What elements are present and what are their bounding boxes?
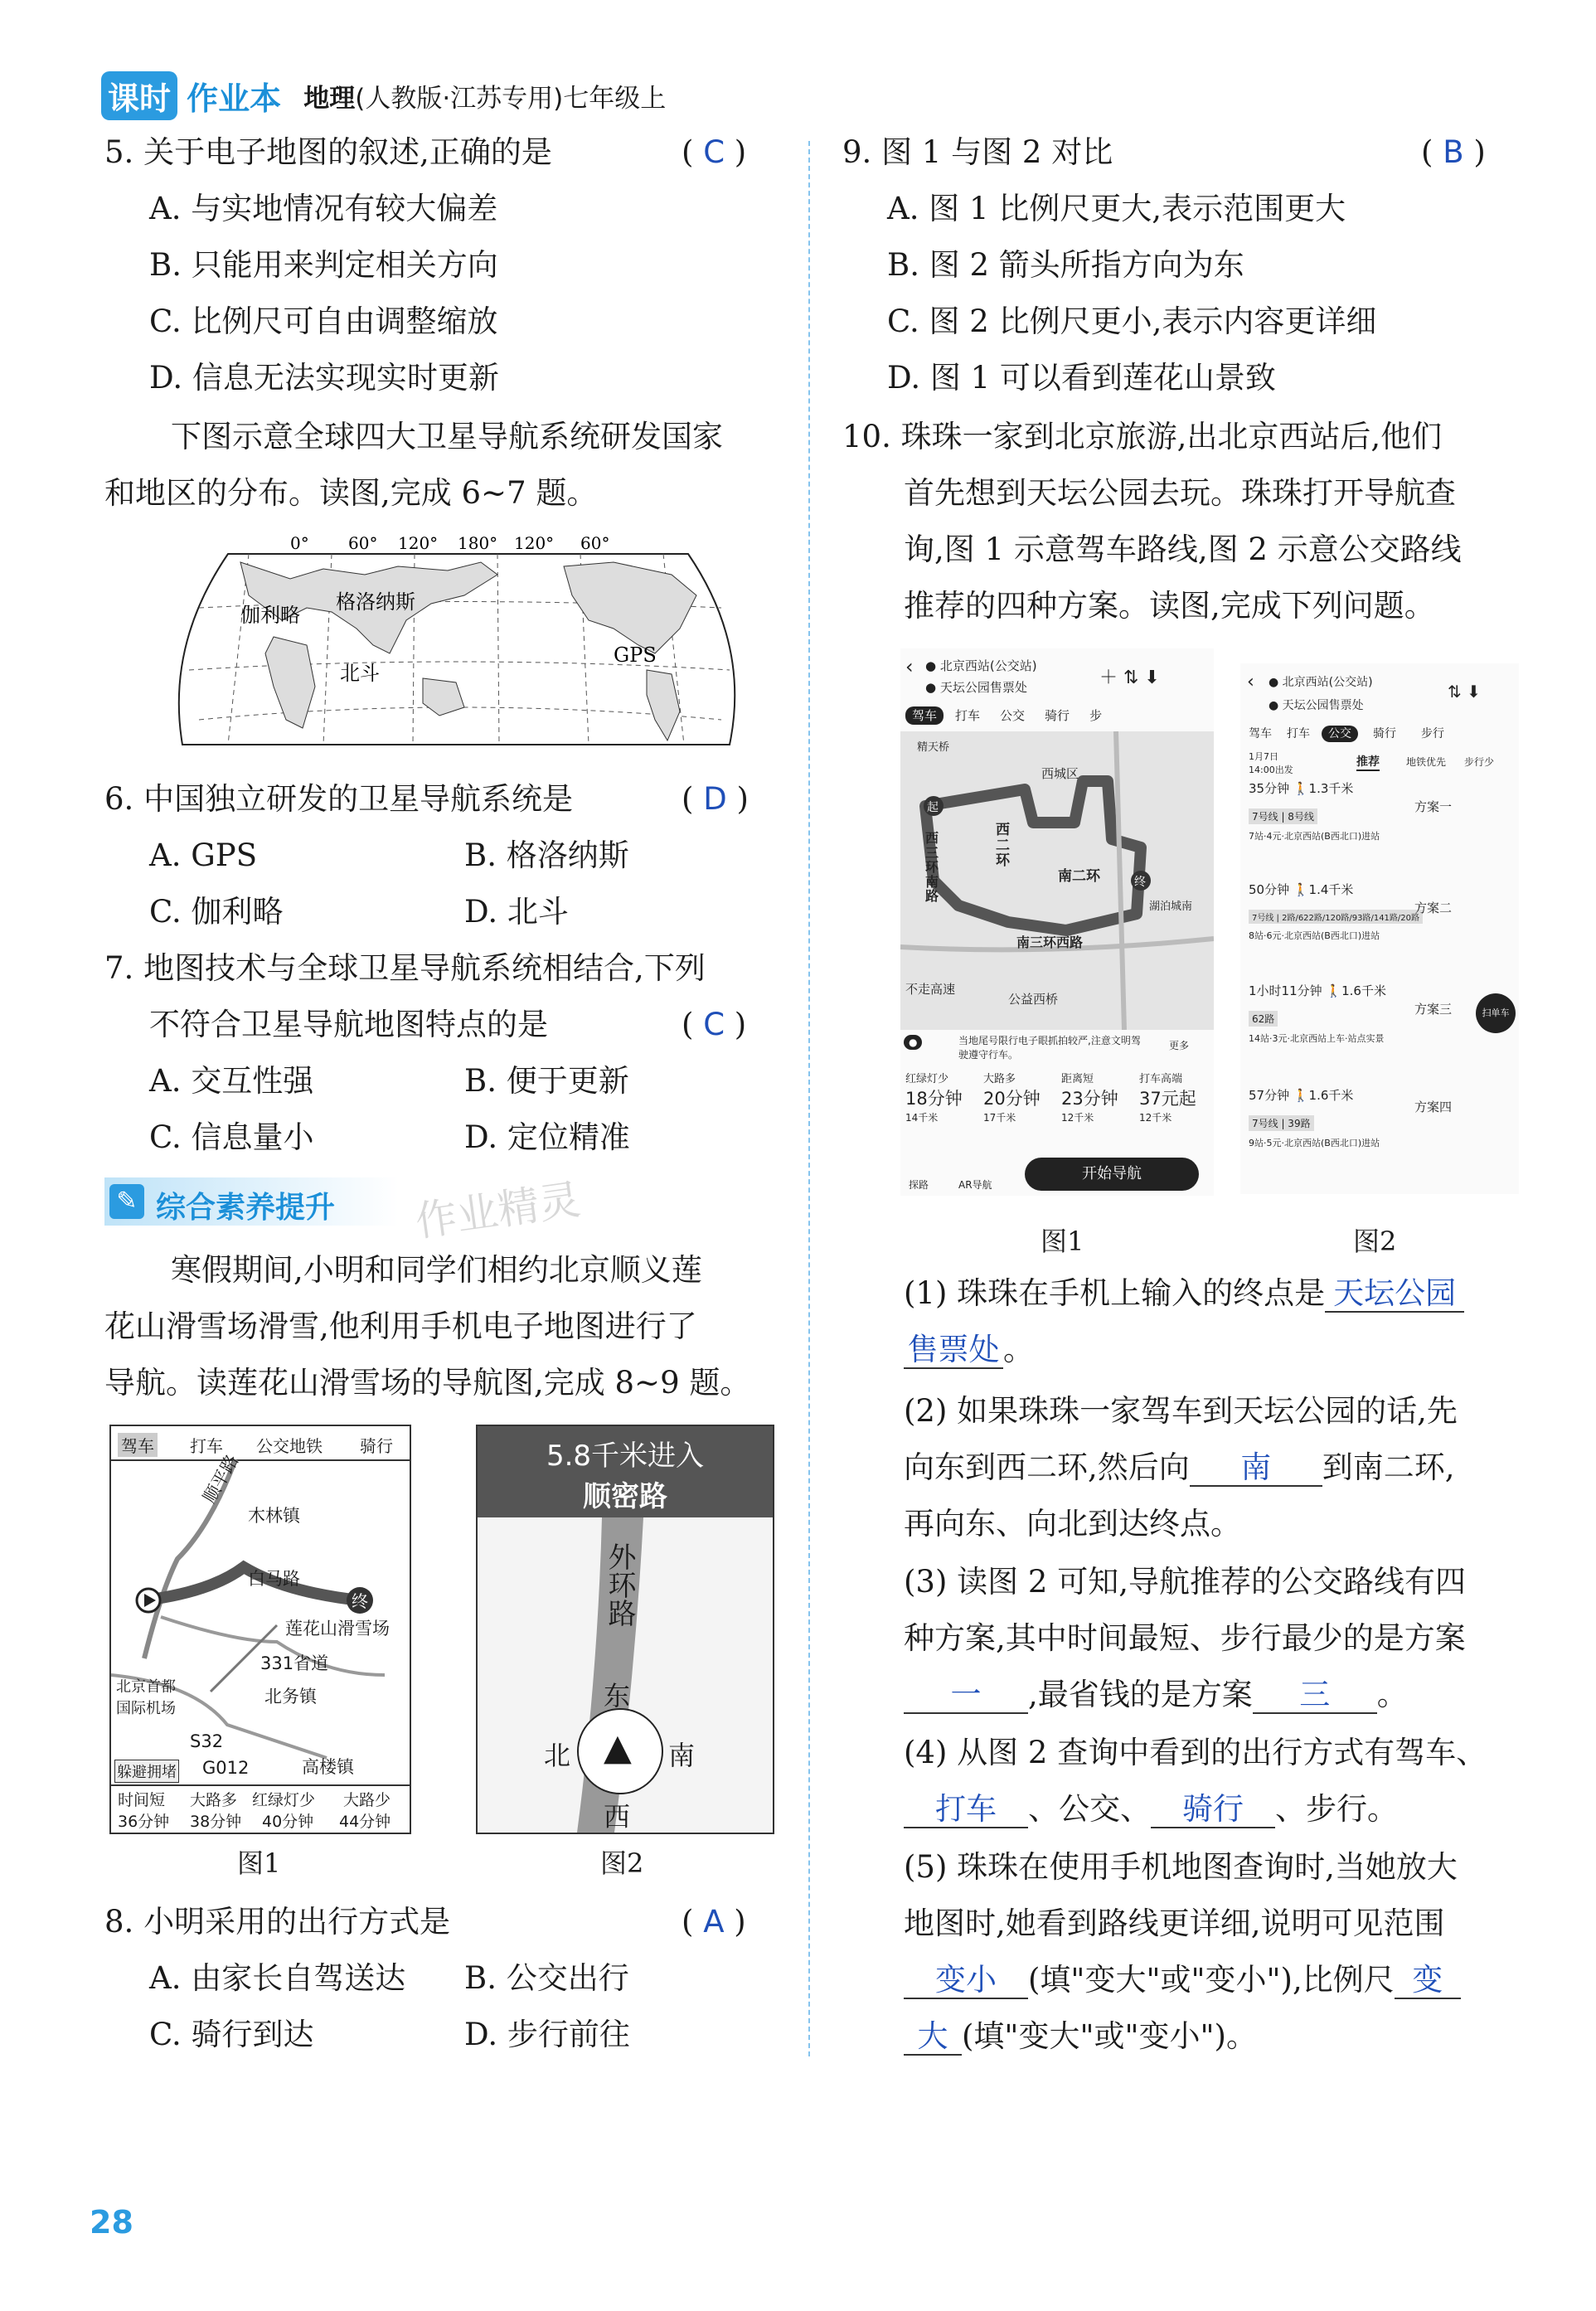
- header: [101, 71, 666, 121]
- p2-subtab: 地铁优先: [1406, 756, 1447, 768]
- p2-to: ● 天坛公园售票处: [1269, 699, 1364, 712]
- fig2-banner-line2: 顺密路: [583, 1480, 667, 1513]
- p1-opt: [1061, 1070, 1136, 1124]
- fig1-caption: 图1: [237, 1847, 281, 1879]
- intro-67-line2: 和地区的分布。读图,完成 6~7 题。: [104, 475, 598, 511]
- sub5-answer-2b: 大: [904, 2020, 962, 2056]
- q7-stem-2: 不符合卫星导航地图特点的是: [149, 1007, 548, 1042]
- back-icon: ‹: [905, 655, 914, 678]
- header-edition: (人教版·江苏专用)七年级上: [355, 84, 667, 114]
- p1-tab: 步: [1089, 708, 1103, 723]
- column-divider: [808, 141, 810, 2056]
- p1-start: 起: [927, 801, 939, 814]
- nav-arrow-fig2: [476, 1425, 774, 1834]
- place-label: 北务镇: [264, 1687, 317, 1707]
- camera-icon: ●: [904, 1035, 922, 1050]
- sub3-line3: 一 ,最省钱的是方案 三 。: [904, 1677, 1408, 1714]
- intro-89-line3: 导航。读莲花山滑雪场的导航图,完成 8~9 题。: [104, 1365, 751, 1401]
- q7-option-b: B. 便于更新: [464, 1063, 629, 1099]
- q10-line3: 询,图 1 示意驾车路线,图 2 示意公交路线: [904, 532, 1462, 567]
- sub1: (1) 珠珠在手机上输入的终点是 天坛公园: [904, 1275, 1464, 1313]
- q9-option-d: D. 图 1 可以看到莲花山景致: [887, 360, 1276, 396]
- p2-tab-bus: 公交: [1322, 726, 1358, 742]
- q8-answer: ( A ): [682, 1904, 746, 1940]
- sub2-line1: (2) 如果珠珠一家驾车到天坛公园的话,先: [904, 1393, 1458, 1429]
- p1-opt-tag: 红绿灯少: [905, 1073, 949, 1085]
- compass-north: 北: [544, 1740, 571, 1771]
- compass-west: 西: [604, 1801, 631, 1833]
- phone-fig1: [900, 648, 1214, 1196]
- fig1-tab: 骑行: [360, 1436, 393, 1456]
- p1-top-icons: ＋ ⇅ ⬇: [1099, 668, 1160, 688]
- lon-label: 180°: [458, 533, 498, 553]
- plan-card[interactable]: [1249, 779, 1514, 871]
- route-time: 38分钟: [190, 1813, 242, 1831]
- compass-south: 南: [668, 1740, 696, 1771]
- map-label: 西城区: [1041, 766, 1079, 781]
- sub2-line3: 再向东、向北到达终点。: [904, 1506, 1241, 1541]
- plan-line: 7号线 | 8号线: [1249, 808, 1317, 824]
- p1-more: 更多: [1169, 1040, 1190, 1051]
- sub4-line2: 打车 、公交、 骑行 、步行。: [904, 1791, 1398, 1828]
- p1-bottom-icon: AR导航: [958, 1179, 992, 1191]
- p2-tab: 打车: [1287, 727, 1310, 740]
- p1-opt-tag: 距离短: [1061, 1073, 1094, 1085]
- place-label: 白马路: [248, 1569, 300, 1589]
- p1-notice: [904, 1032, 1210, 1065]
- sub3-line2: 种方案,其中时间最短、步行最少的是方案: [904, 1620, 1466, 1656]
- q6-answer: ( D ): [682, 781, 749, 817]
- q10-line2: 首先想到天坛公园去玩。珠珠打开导航查: [904, 475, 1456, 511]
- p1-opt: [983, 1070, 1058, 1124]
- intro-89-line1: 寒假期间,小明和同学们相约北京顺义莲: [171, 1252, 702, 1288]
- intro-89-line2: 花山滑雪场滑雪,他利用手机电子地图进行了: [104, 1308, 697, 1344]
- route-time: 40分钟: [262, 1813, 314, 1831]
- p1-opt-tag: 大路多: [983, 1073, 1016, 1085]
- p2-tab: 骑行: [1373, 727, 1396, 740]
- plan-time: 1小时11分钟 🚶1.6千米: [1249, 983, 1386, 998]
- map-label: 不走高速: [905, 982, 956, 997]
- q8-option-d: D. 步行前往: [464, 2017, 630, 2052]
- sub3-answer-2: 三: [1253, 1678, 1377, 1714]
- sub5-answer-1: 变小: [904, 1964, 1028, 1999]
- sub2-answer: 南: [1190, 1451, 1322, 1487]
- plan-detail: 9站·5元·北京西站(B西北口)进站: [1249, 1138, 1380, 1148]
- route-head: 大路少: [343, 1791, 391, 1809]
- p1-notice-text: 当地尾号限行电子眼抓拍较严,注意文明驾驶遵守行车。: [958, 1035, 1141, 1061]
- sub4-line1: (4) 从图 2 查询中看到的出行方式有驾车、: [904, 1735, 1487, 1770]
- p1-opt: [905, 1070, 980, 1124]
- sub1-answer-b: 售票处: [904, 1333, 1003, 1369]
- q5-stem: 5. 关于电子地图的叙述,正确的是: [104, 134, 552, 170]
- start-navigation-button[interactable]: 开始导航: [1025, 1158, 1199, 1191]
- q8-option-b: B. 公交出行: [464, 1960, 629, 1996]
- place-label: G012: [202, 1758, 250, 1778]
- label-gps: GPS: [614, 643, 657, 667]
- map-label: 西三环南路: [925, 830, 939, 905]
- plan-detail: 14站·3元·北京西站上车·站点实景: [1249, 1033, 1385, 1044]
- phone1-caption: 图1: [1041, 1226, 1084, 1257]
- fig1-tab: 打车: [190, 1436, 223, 1456]
- q5-option-c: C. 比例尺可自由调整缩放: [149, 303, 498, 339]
- section-icon: ✎: [109, 1184, 144, 1219]
- p1-tab: 骑行: [1045, 708, 1070, 723]
- sub5-line4: 大 (填"变大"或"变小")。: [904, 2018, 1257, 2056]
- q7-option-a: A. 交互性强: [149, 1063, 314, 1099]
- lon-label: 0°: [290, 533, 309, 553]
- plan-card[interactable]: [1249, 982, 1514, 1073]
- p2-tabs: [1249, 725, 1519, 741]
- p1-opt-info: 14千米: [905, 1112, 939, 1124]
- q6-option-c: C. 伽利略: [149, 894, 284, 930]
- fig2-banner-line1: 5.8千米进入: [546, 1440, 705, 1473]
- sub1-answer-a: 天坛公园: [1325, 1277, 1464, 1313]
- lon-label: 60°: [580, 533, 610, 553]
- p1-to: ● 天坛公园售票处: [925, 680, 1027, 695]
- p2-subtab: 步行少: [1464, 756, 1495, 768]
- sub1-cont: 售票处 。: [904, 1332, 1034, 1369]
- q5-option-a: A. 与实地情况有较大偏差: [149, 191, 498, 226]
- p1-tab: 公交: [1000, 708, 1026, 723]
- label-beidou: 北斗: [340, 662, 380, 685]
- q7-option-c: C. 信息量小: [149, 1119, 314, 1155]
- q6-option-b: B. 格洛纳斯: [464, 837, 629, 873]
- p1-bottom-icon: 探路: [909, 1179, 929, 1191]
- q10-line1: 10. 珠珠一家到北京旅游,出北京西站后,他们: [842, 419, 1443, 454]
- avoid-jam-badge: 躲避拥堵: [114, 1760, 179, 1783]
- fig1-end: 终: [352, 1591, 368, 1611]
- plan-line: 7号线 | 39路: [1249, 1115, 1314, 1131]
- scan-bike-button[interactable]: 扫单车: [1476, 993, 1516, 1033]
- back-icon: ‹: [1247, 672, 1254, 692]
- intro-67-line1: 下图示意全球四大卫星导航系统研发国家: [171, 419, 723, 454]
- plan-time: 50分钟 🚶1.4千米: [1249, 882, 1354, 897]
- section-title: 综合素养提升: [156, 1191, 336, 1225]
- plan-name: 方案三: [1414, 1002, 1453, 1017]
- q7-stem-1: 7. 地图技术与全球卫星导航系统相结合,下列: [104, 950, 706, 986]
- place-label: 莲花山滑雪场: [285, 1619, 390, 1639]
- p1-opt-tag: 打车高端: [1139, 1073, 1183, 1085]
- p1-map: [900, 731, 1214, 1030]
- p1-opt-time: 20分钟: [983, 1089, 1041, 1109]
- map-label: 精天桥: [917, 741, 950, 754]
- compass-arrow-icon: ▲: [604, 1726, 632, 1769]
- q7-option-d: D. 定位精准: [464, 1119, 630, 1155]
- plan-name: 方案二: [1414, 901, 1453, 915]
- p1-opt-time: 23分钟: [1061, 1089, 1118, 1109]
- p1-from: ● 北京西站(公交站): [925, 658, 1037, 673]
- header-subject: 地理: [303, 84, 356, 114]
- place-label: 331省道: [260, 1653, 329, 1673]
- swap-icon: ⇅ ⬇: [1448, 682, 1481, 702]
- q8-option-a: A. 由家长自驾送达: [149, 1960, 406, 1996]
- q9-option-a: A. 图 1 比例尺更大,表示范围更大: [887, 191, 1346, 226]
- nav-map-fig1: [109, 1425, 411, 1834]
- sub4-answer-1: 打车: [904, 1793, 1028, 1828]
- fig1-tab: 驾车: [118, 1433, 158, 1457]
- map-label: 南三环西路: [1016, 935, 1084, 950]
- logo-keshi: 课时: [101, 71, 177, 120]
- sub3-answer-1: 一: [904, 1678, 1028, 1714]
- map-label: 湖泊城南: [1149, 901, 1193, 913]
- plan-line: 62路: [1249, 1011, 1278, 1027]
- q6-stem: 6. 中国独立研发的卫星导航系统是: [104, 781, 574, 817]
- p1-opt-time: 37元起: [1139, 1089, 1196, 1109]
- sub5-line2: 地图时,她看到路线更详细,说明可见范围: [904, 1906, 1445, 1941]
- place-label: 木林镇: [248, 1506, 300, 1526]
- sub5-line3: 变小 (填"变大"或"变小"),比例尺 变: [904, 1962, 1461, 1999]
- p1-tab: 打车: [955, 708, 981, 723]
- plan-card[interactable]: [1249, 1086, 1514, 1177]
- q7-answer: ( C ): [682, 1007, 747, 1042]
- map-label: 西二环: [996, 822, 1010, 870]
- p1-opt-info: 17千米: [983, 1112, 1016, 1124]
- p1-opt-info: 12千米: [1139, 1112, 1172, 1124]
- label-galileo: 伽利略: [240, 604, 300, 627]
- watermark: 作业精灵: [412, 1175, 584, 1246]
- p2-from: ● 北京西站(公交站): [1269, 676, 1373, 689]
- q5-option-d: D. 信息无法实现实时更新: [149, 360, 499, 396]
- plan-detail: 8站·6元·北京西站(B西北口)进站: [1249, 930, 1380, 941]
- p1-tabs: [905, 706, 1212, 724]
- road-label: 外环路: [603, 1542, 636, 1627]
- map-label: 公益西桥: [1008, 992, 1059, 1007]
- map-label: 南二环: [1058, 868, 1100, 885]
- p1-end: 终: [1134, 876, 1146, 889]
- route-head: 大路多: [190, 1791, 238, 1809]
- p2-tab: 驾车: [1249, 727, 1272, 740]
- q9-option-c: C. 图 2 比例尺更小,表示内容更详细: [887, 303, 1377, 339]
- lon-label: 60°: [348, 533, 378, 553]
- compass-east: 东: [604, 1680, 631, 1711]
- p2-tab: 步行: [1421, 727, 1444, 740]
- q5-option-b: B. 只能用来判定相关方向: [149, 247, 498, 283]
- plan-detail: 7站·4元·北京西站(B西北口)进站: [1249, 831, 1380, 842]
- label-glonass: 格洛纳斯: [336, 590, 415, 614]
- phone2-caption: 图2: [1353, 1226, 1397, 1257]
- q9-option-b: B. 图 2 箭头所指方向为东: [887, 247, 1244, 283]
- fig1-tab: 公交地铁: [256, 1436, 323, 1456]
- q6-option-d: D. 北斗: [464, 894, 569, 930]
- p2-subtab: 推荐: [1356, 753, 1380, 771]
- p1-opt: [1139, 1070, 1214, 1124]
- p2-date: 1月7日 14:00出发: [1249, 751, 1293, 775]
- phone-fig2: [1240, 663, 1519, 1194]
- plan-name: 方案四: [1414, 1100, 1453, 1114]
- world-map: [149, 529, 763, 755]
- sub5-line1: (5) 珠珠在使用手机地图查询时,当她放大: [904, 1849, 1458, 1885]
- place-label: 高楼镇: [302, 1757, 354, 1777]
- lon-label: 120°: [514, 533, 555, 553]
- sub3-line1: (3) 读图 2 可知,导航推荐的公交路线有四: [904, 1564, 1466, 1600]
- q8-option-c: C. 骑行到达: [149, 2017, 314, 2052]
- place-label: 顺平路: [199, 1451, 243, 1507]
- route-time: 36分钟: [118, 1813, 170, 1831]
- p1-opt-info: 12千米: [1061, 1112, 1094, 1124]
- lon-label: 120°: [398, 533, 439, 553]
- plan-name: 方案一: [1414, 799, 1453, 814]
- plan-time: 35分钟 🚶1.3千米: [1249, 781, 1354, 796]
- plan-line: 7号线 | 2路/622路/120路/93路/141路/20路: [1249, 910, 1423, 924]
- place-label: 北京首都国际机场: [116, 1678, 176, 1717]
- sub2-line2: 向东到西二环,然后向 南 到南二环,: [904, 1449, 1455, 1485]
- q5-answer: ( C ): [682, 134, 747, 170]
- sub4-answer-2: 骑行: [1151, 1793, 1275, 1828]
- fig2-caption: 图2: [600, 1847, 644, 1879]
- logo-zuoyeben: 作业本: [187, 80, 282, 117]
- p1-opt-time: 18分钟: [905, 1089, 963, 1109]
- place-label: S32: [190, 1731, 224, 1751]
- sub5-answer-2a: 变: [1395, 1964, 1461, 1999]
- p1-tab-drive: 驾车: [905, 706, 944, 725]
- route-head: 红绿灯少: [252, 1791, 316, 1809]
- plan-time: 57分钟 🚶1.6千米: [1249, 1088, 1354, 1103]
- section-banner: [104, 1177, 399, 1226]
- q9-stem: 9. 图 1 与图 2 对比: [842, 134, 1113, 170]
- route-time: 44分钟: [339, 1813, 391, 1831]
- route-head: 时间短: [118, 1791, 166, 1809]
- route-table: [111, 1784, 410, 1834]
- plan-card[interactable]: [1249, 881, 1514, 972]
- q8-stem: 8. 小明采用的出行方式是: [104, 1904, 451, 1940]
- page-number: 28: [90, 2204, 133, 2241]
- q6-option-a: A. GPS: [149, 837, 258, 873]
- q10-line4: 推荐的四种方案。读图,完成下列问题。: [904, 588, 1435, 624]
- q9-answer: ( B ): [1421, 134, 1486, 170]
